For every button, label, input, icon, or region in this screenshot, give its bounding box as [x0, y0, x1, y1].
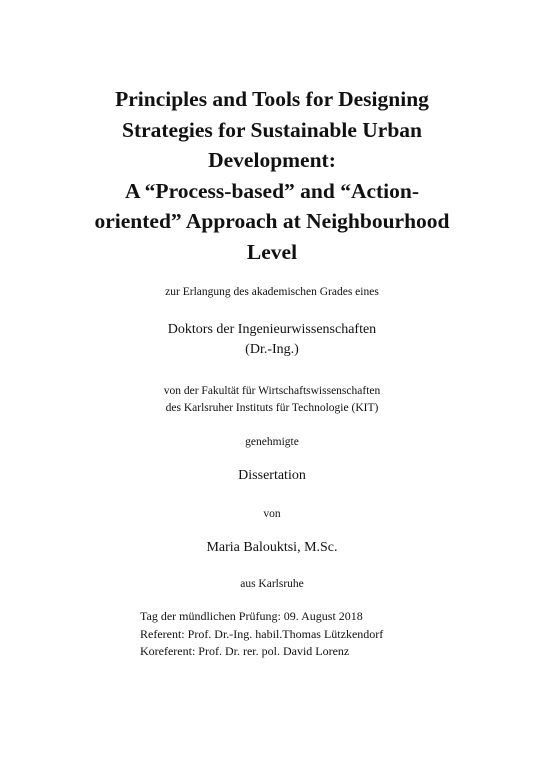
author-origin: aus Karlsruhe: [240, 578, 304, 590]
approved-label: genehmigte: [245, 436, 299, 448]
title-line-4: A “Process-based” and “Action-: [124, 178, 420, 203]
referee: Referent: Prof. Dr.-Ing. habil.Thomas Lützkendorf: [140, 626, 384, 641]
degree-name: Doktors der Ingenieurwissenschaften: [167, 322, 377, 337]
degree-abbreviation: (Dr.-Ing.): [245, 342, 299, 357]
author-name: Maria Balouktsi, M.Sc.: [206, 540, 338, 555]
faculty-line-2: des Karlsruher Instituts für Technologie (KIT): [165, 402, 379, 414]
title-line-5: oriented” Approach at Neighbourhood: [94, 209, 450, 233]
coreferee: Koreferent: Prof. Dr. rer. pol. David Lorenz: [140, 644, 350, 658]
title-line-2: Strategies for Sustainable Urban: [121, 117, 422, 142]
exam-details: [140, 608, 383, 661]
degree-purpose: zur Erlangung des akademischen Grades eines: [165, 286, 379, 298]
exam-date: Tag der mündlichen Prüfung: 09. August 2018: [140, 609, 363, 623]
title-line-1: Principles and Tools for Designing: [115, 87, 429, 111]
faculty-line-1: von der Fakultät für Wirtschaftswissenschaften: [163, 385, 381, 397]
by-label: von: [263, 508, 281, 520]
document-type: Dissertation: [238, 468, 306, 483]
title-line-3: Development:: [208, 148, 336, 172]
title-line-6: Level: [246, 239, 298, 264]
dissertation-title: [60, 84, 484, 267]
